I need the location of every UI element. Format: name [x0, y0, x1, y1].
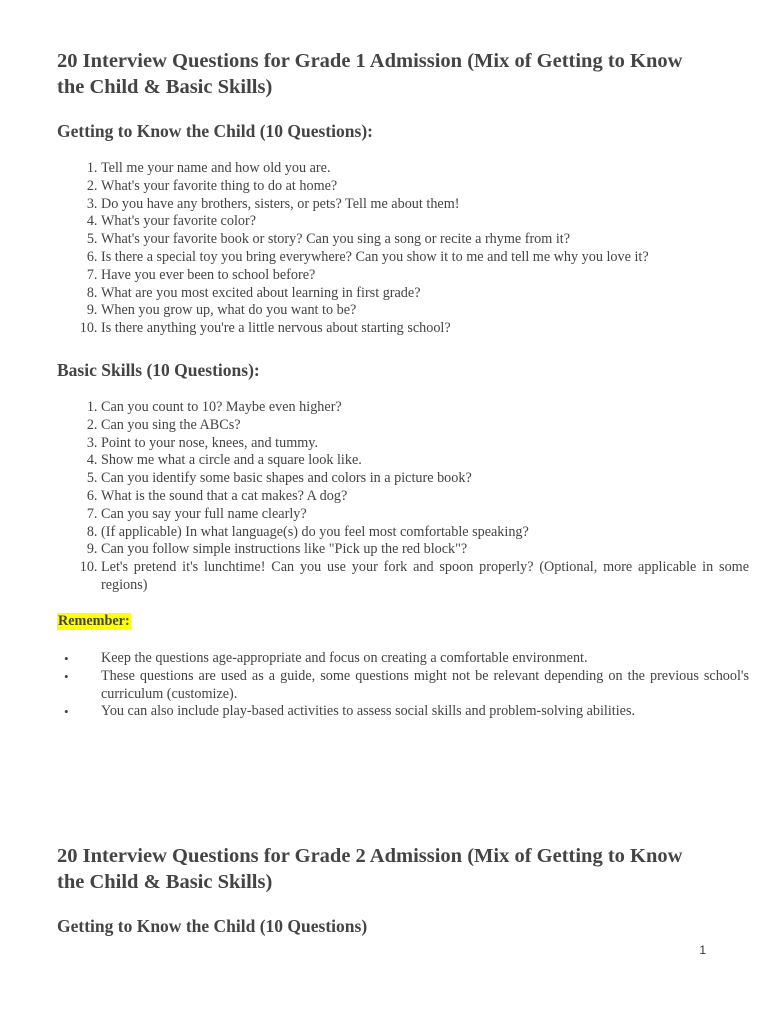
- bullet-icon: •: [64, 651, 69, 666]
- grade1-section1-list: [57, 160, 749, 338]
- list-item: 5. What's your favorite book or story? Can you sing a song or recite a rhyme from it?: [101, 231, 749, 249]
- list-item: 9. Can you follow simple instructions like "Pick up the red block"?: [101, 541, 749, 559]
- list-item: 10. Is there anything you're a little nervous about starting school?: [101, 320, 749, 338]
- list-item: 1. Tell me your name and how old you are.: [101, 160, 749, 178]
- bullet-text: You can also include play-based activities to assess social skills and problem-solving abilities.: [101, 703, 636, 720]
- bullet-icon: •: [64, 668, 69, 684]
- grade1-section1-heading: Getting to Know the Child (10 Questions):: [57, 121, 373, 141]
- list-item: [64, 650, 749, 668]
- list-item: 9. When you grow up, what do you want to be?: [101, 302, 749, 320]
- remember-bullet-list: [57, 650, 749, 721]
- list-item: 4. Show me what a circle and a square look like.: [101, 452, 749, 470]
- grade2-section1-heading: Getting to Know the Child (10 Questions): [57, 916, 368, 936]
- list-item: 3. Do you have any brothers, sisters, or pets? Tell me about them!: [101, 196, 749, 214]
- grade1-title: 20 Interview Questions for Grade 1 Admission (Mix of Getting to Know the Child & Basic Skills): [57, 50, 683, 98]
- bullet-text: These questions are used as a guide, some questions might not be relevant depending on the previous school's curriculum (customize).: [101, 667, 749, 702]
- list-item: [64, 667, 749, 704]
- list-item: 7. Can you say your full name clearly?: [101, 506, 749, 524]
- list-item: [64, 703, 749, 721]
- grade2-title: 20 Interview Questions for Grade 2 Admission (Mix of Getting to Know the Child & Basic Skills): [57, 845, 683, 893]
- bullet-text: Keep the questions age-appropriate and focus on creating a comfortable environment.: [101, 650, 588, 666]
- list-item: 6. What is the sound that a cat makes? A dog?: [101, 488, 749, 506]
- list-item: 1. Can you count to 10? Maybe even higher?: [101, 399, 749, 417]
- bullet-icon: •: [64, 704, 69, 720]
- list-item: 10. Let's pretend it's lunchtime! Can you use your fork and spoon properly? (Optional, more applicable in some regions): [101, 559, 749, 595]
- list-item: 5. Can you identify some basic shapes and colors in a picture book?: [101, 470, 749, 488]
- page-number: 1: [699, 943, 706, 957]
- list-item: 8. What are you most excited about learning in first grade?: [101, 285, 749, 303]
- grade1-section2-list: [57, 399, 749, 595]
- grade1-section2-heading: Basic Skills (10 Questions):: [57, 360, 260, 380]
- list-item: 7. Have you ever been to school before?: [101, 267, 749, 285]
- list-item: 8. (If applicable) In what language(s) do you feel most comfortable speaking?: [101, 524, 749, 542]
- list-item: 6. Is there a special toy you bring everywhere? Can you show it to me and tell me why you love it?: [101, 249, 749, 267]
- list-item: 3. Point to your nose, knees, and tummy.: [101, 435, 749, 453]
- list-item: 4. What's your favorite color?: [101, 213, 749, 231]
- list-item: 2. Can you sing the ABCs?: [101, 417, 749, 435]
- remember-label: Remember:: [58, 613, 130, 629]
- list-item: 2. What's your favorite thing to do at home?: [101, 178, 749, 196]
